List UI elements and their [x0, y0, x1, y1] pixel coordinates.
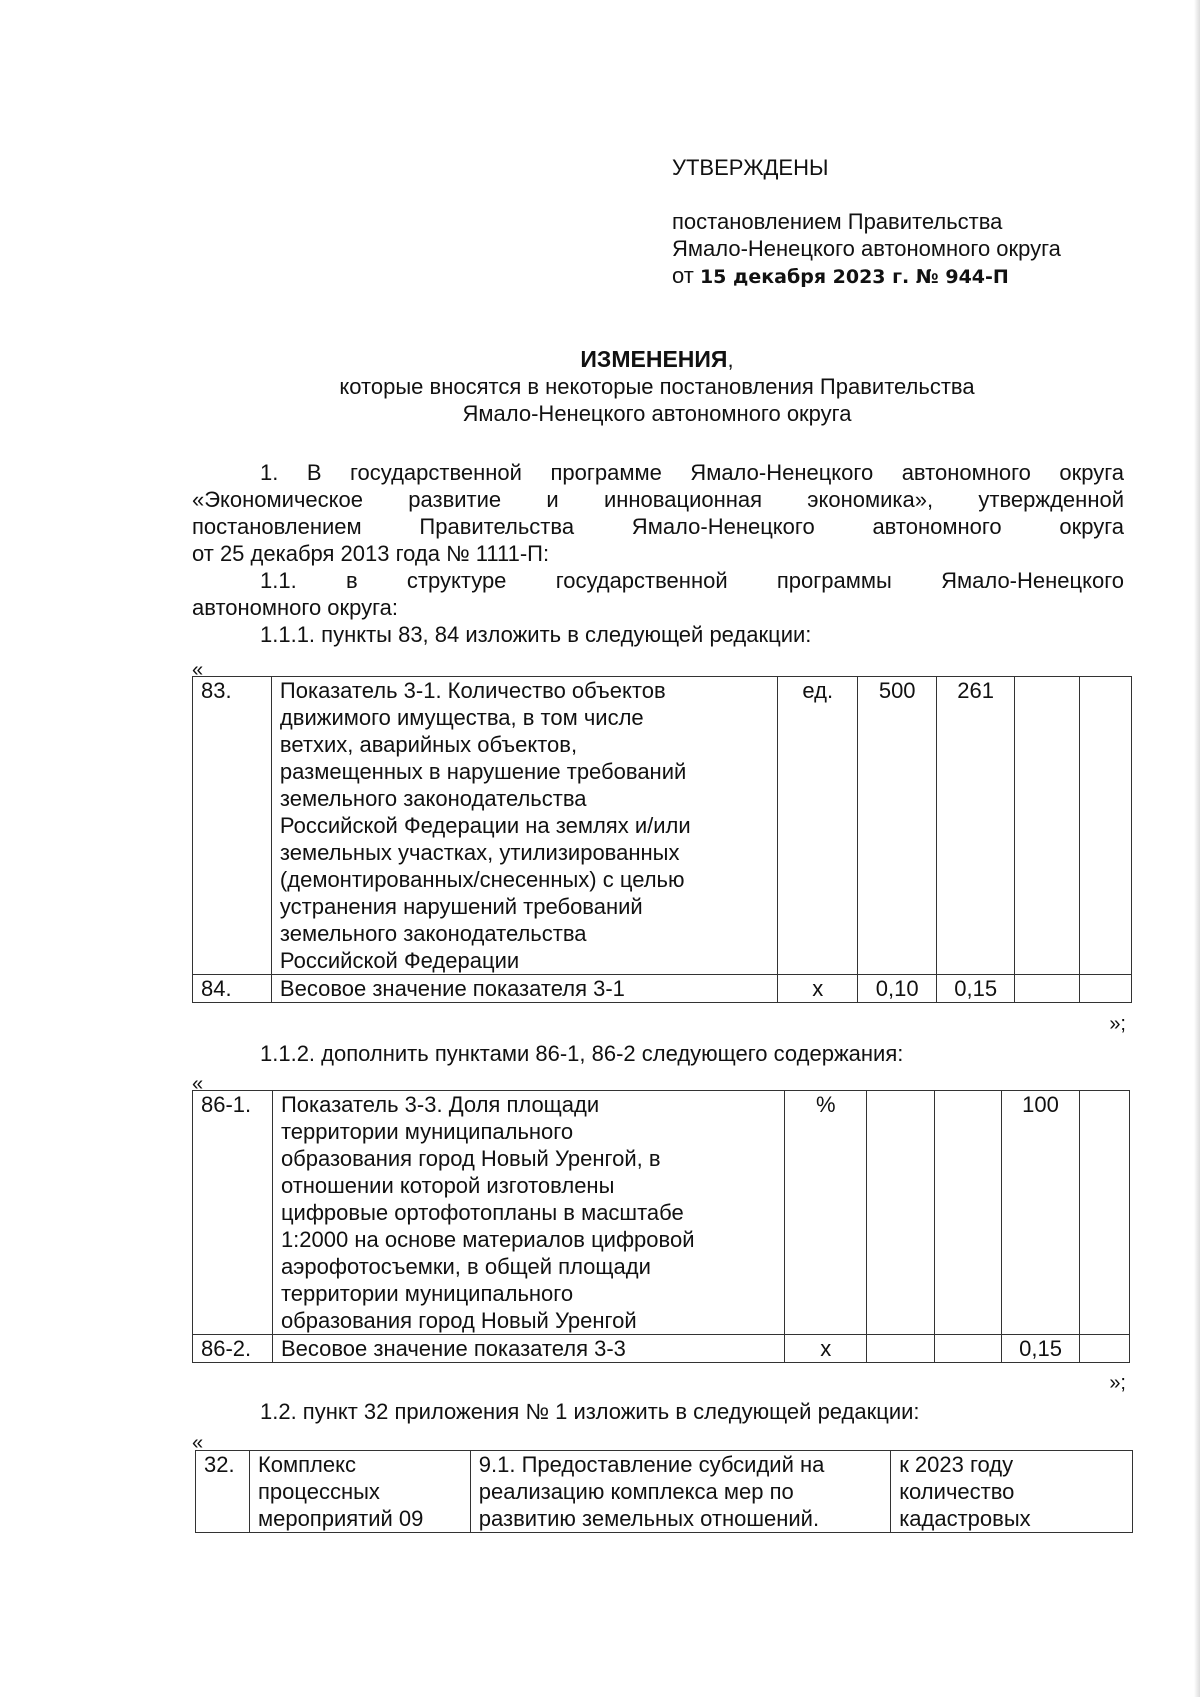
paragraph-4: 1.1.2. дополнить пунктами 86-1, 86-2 следующего содержания:	[260, 1041, 904, 1066]
approval-date-number: 15 декабря 2023 г. № 944-П	[699, 266, 1009, 288]
paragraph-1-line-3: постановлением Правительства Ямало-Ненецкого автономного округа	[192, 514, 1124, 539]
value-cell: 0,10	[858, 975, 937, 1003]
indicator-line: Показатель 3-1. Количество объектов	[279, 678, 666, 703]
indicator-line: отношении которой изготовлены	[280, 1173, 615, 1198]
approval-line-3: Ямало-Ненецкого автономного округа	[672, 236, 1061, 261]
indicator-line: территории муниципального	[280, 1281, 574, 1306]
page-edge-shadow	[1194, 0, 1200, 1697]
indicator-line: Показатель 3-3. Доля площади	[280, 1092, 600, 1117]
row-number: 86-2.	[193, 1335, 273, 1363]
value-cell	[867, 1091, 935, 1335]
cell-line: Комплекс	[257, 1452, 357, 1477]
table-2-close-quote: »;	[1109, 1372, 1126, 1394]
complex-cell	[249, 1451, 470, 1533]
paragraph-1-line-4: от 25 декабря 2013 года № 1111-П:	[192, 541, 550, 566]
indicator-line: движимого имущества, в том числе	[279, 705, 644, 730]
indicator-name	[271, 975, 777, 1003]
unit-cell: %	[785, 1091, 867, 1335]
indicator-line: (демонтированных/снесенных) с целью	[279, 867, 685, 892]
approval-date-prefix: от	[672, 263, 694, 288]
value-cell	[1080, 975, 1132, 1003]
unit-cell: ед.	[778, 677, 858, 975]
value-cell	[1080, 1335, 1130, 1363]
table-row	[196, 1451, 1133, 1533]
measure-cell	[470, 1451, 890, 1533]
indicator-line: образования город Новый Уренгой	[280, 1308, 637, 1333]
cell-line: мероприятий 09	[257, 1506, 424, 1531]
table-1-close-quote: »;	[1109, 1013, 1126, 1035]
heading-title-comma: ,	[727, 347, 734, 372]
row-number: 32.	[196, 1451, 250, 1533]
table-3-open-quote: «	[192, 1432, 204, 1454]
cell-line: к 2023 году	[899, 1452, 1014, 1477]
value-cell: 0,15	[937, 975, 1015, 1003]
cell-line: процессных	[257, 1479, 380, 1504]
table-2	[192, 1090, 1130, 1363]
indicator-line: земельного законодательства	[279, 786, 587, 811]
indicator-line: устранения нарушений требований	[279, 894, 643, 919]
approval-title: УТВЕРЖДЕНЫ	[672, 155, 829, 180]
table-row	[193, 975, 1132, 1003]
indicator-line: ветхих, аварийных объектов,	[279, 732, 578, 757]
heading-line-3: Ямало-Ненецкого автономного округа	[462, 401, 852, 426]
indicator-line: цифровые ортофотопланы в масштабе	[280, 1200, 684, 1225]
indicator-name	[271, 677, 777, 975]
value-cell	[935, 1091, 1002, 1335]
paragraph-2-line-1: 1.1. в структуре государственной программы Ямало-Ненецкого	[260, 568, 1124, 593]
value-cell: 261	[937, 677, 1015, 975]
paragraph-1	[192, 459, 1124, 648]
indicator-line: аэрофотосъемки, в общей площади	[280, 1254, 651, 1279]
value-cell	[867, 1335, 935, 1363]
value-cell	[1015, 677, 1080, 975]
row-number: 84.	[193, 975, 272, 1003]
indicator-line: Российской Федерации	[279, 948, 520, 973]
indicator-line: Весовое значение показателя 3-1	[279, 976, 625, 1001]
value-cell: 100	[1002, 1091, 1080, 1335]
table-3	[195, 1450, 1133, 1533]
value-cell	[935, 1335, 1002, 1363]
paragraph-1-line-2: «Экономическое развитие и инновационная экономика», утвержденной	[192, 487, 1124, 512]
cell-line: реализацию комплекса мер по	[478, 1479, 794, 1504]
indicator-name	[272, 1335, 784, 1363]
cell-line: количество	[899, 1479, 1015, 1504]
value-cell	[1080, 677, 1132, 975]
indicator-line: 1:2000 на основе материалов цифровой	[280, 1227, 695, 1252]
heading-line-2: которые вносятся в некоторые постановления Правительства	[339, 374, 975, 399]
value-cell: 0,15	[1002, 1335, 1080, 1363]
document-heading	[190, 346, 1124, 427]
paragraph-4-block	[192, 1040, 1124, 1067]
indicator-line: размещенных в нарушение требований	[279, 759, 687, 784]
approval-line-2: постановлением Правительства	[672, 209, 1003, 234]
paragraph-5: 1.2. пункт 32 приложения № 1 изложить в следующей редакции:	[260, 1399, 920, 1424]
indicator-line: земельных участках, утилизированных	[279, 840, 680, 865]
indicator-line: образования город Новый Уренгой, в	[280, 1146, 661, 1171]
table-row	[193, 1335, 1130, 1363]
value-cell: 500	[858, 677, 937, 975]
result-cell	[891, 1451, 1133, 1533]
table-1-open-quote: «	[192, 659, 204, 681]
approval-block	[672, 154, 1061, 291]
indicator-line: земельного законодательства	[279, 921, 587, 946]
row-number: 86-1.	[193, 1091, 273, 1335]
cell-line: развитию земельных отношений.	[478, 1506, 820, 1531]
paragraph-5-block	[192, 1398, 1124, 1425]
table-row	[193, 677, 1132, 975]
table-1	[192, 676, 1132, 1003]
heading-title: ИЗМЕНЕНИЯ	[580, 346, 728, 372]
table-2-open-quote: «	[192, 1073, 204, 1095]
indicator-line: территории муниципального	[280, 1119, 574, 1144]
paragraph-2-line-2: автономного округа:	[192, 595, 399, 620]
indicator-line: Весовое значение показателя 3-3	[280, 1336, 626, 1361]
table-row	[193, 1091, 1130, 1335]
cell-line: кадастровых	[899, 1506, 1031, 1531]
paragraph-1-line-1: 1. В государственной программе Ямало-Ненецкого автономного округа	[260, 460, 1124, 485]
value-cell	[1015, 975, 1080, 1003]
unit-cell: х	[778, 975, 858, 1003]
row-number: 83.	[193, 677, 272, 975]
unit-cell: х	[785, 1335, 867, 1363]
paragraph-3: 1.1.1. пункты 83, 84 изложить в следующей редакции:	[260, 622, 812, 647]
approval-line-4	[672, 262, 1061, 291]
value-cell	[1080, 1091, 1130, 1335]
indicator-line: Российской Федерации на землях и/или	[279, 813, 691, 838]
cell-line: 9.1. Предоставление субсидий на	[478, 1452, 825, 1477]
indicator-name	[272, 1091, 784, 1335]
heading-title-line	[190, 346, 1124, 373]
